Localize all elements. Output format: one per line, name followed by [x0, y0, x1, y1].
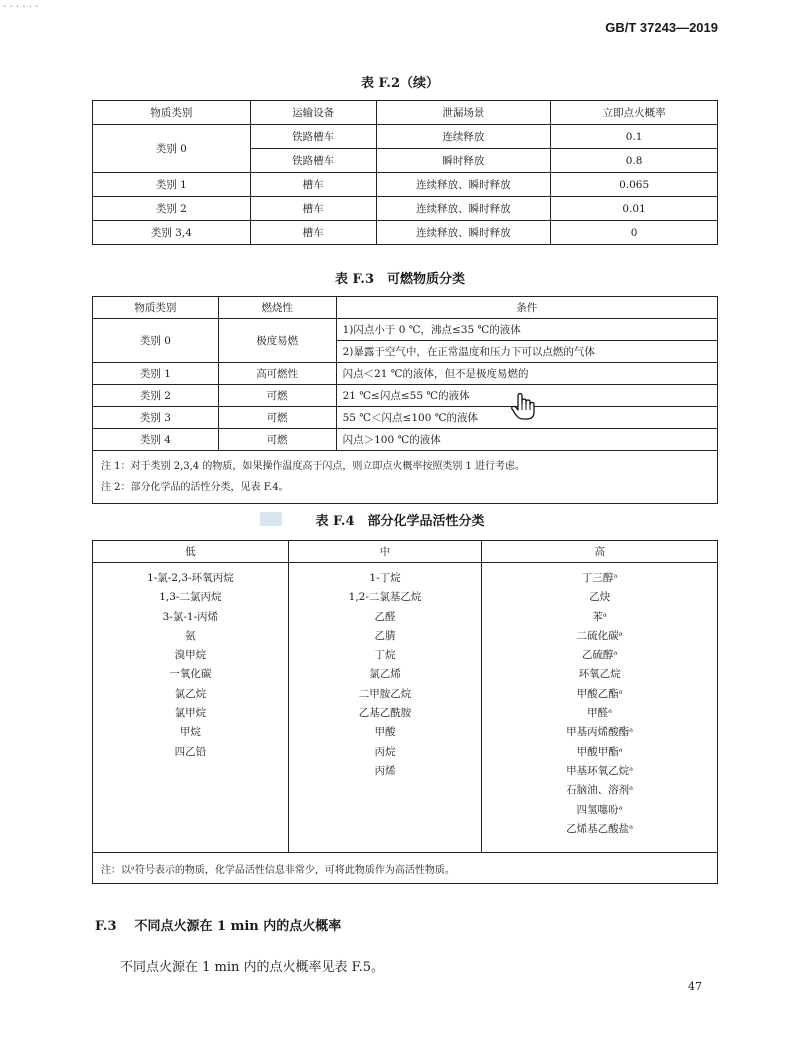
- equipment-cell: 铁路槽车: [250, 125, 376, 149]
- table-f3-caption: 表 F.3 可燃物质分类: [334, 272, 466, 287]
- list-item: 二硫化碳ᵃ: [576, 629, 623, 642]
- list-item: 丙烷: [374, 745, 396, 758]
- flammability-cell: 可燃: [218, 429, 336, 451]
- header-cell: 物质类别: [93, 297, 219, 319]
- list-item: 乙烯基乙酸盐ᵃ: [566, 822, 634, 835]
- category-cell: 类别 2: [93, 197, 251, 221]
- header-cell: 运输设备: [250, 101, 376, 125]
- probability-cell: 0.01: [551, 197, 718, 221]
- list-item: 1,2-二氯基乙烷: [348, 591, 422, 604]
- table-note-row: [93, 853, 718, 884]
- list-item: 1-丁烷: [369, 572, 401, 584]
- list-item: 氯乙烯: [369, 668, 401, 681]
- high-column: [482, 563, 718, 853]
- table-row: [93, 563, 718, 853]
- list-item: 一氧化碳: [169, 668, 212, 681]
- table-row: [93, 197, 718, 221]
- header-cell: 低: [93, 541, 289, 563]
- list-item: 四乙铅: [174, 745, 207, 758]
- table-header-row: [93, 297, 718, 319]
- equipment-cell: 槽车: [250, 221, 376, 245]
- table-f4-caption: 表 F.4 部分化学品活性分类: [315, 514, 485, 529]
- scenario-cell: 连续释放、瞬时释放: [376, 197, 551, 221]
- list-item: 1-氯-2,3-环氧丙烷: [147, 572, 234, 584]
- category-cell: 类别 2: [93, 385, 219, 407]
- list-item: 乙醛: [374, 610, 396, 623]
- table-row: [93, 319, 718, 341]
- list-item: 3-氯-1-丙烯: [162, 610, 219, 623]
- equipment-cell: 槽车: [250, 197, 376, 221]
- header-cell: 立即点火概率: [551, 101, 718, 125]
- header-cell: 泄漏场景: [376, 101, 551, 125]
- body-paragraph: 不同点火源在 1 min 内的点火概率见表 F.5。: [120, 960, 385, 975]
- list-item: 苯ᵃ: [592, 610, 607, 623]
- table-row: [93, 429, 718, 451]
- section-number: F.3: [95, 919, 117, 934]
- header-cell: 高: [482, 541, 718, 563]
- equipment-cell: 铁路槽车: [250, 149, 376, 173]
- table-note-row: [93, 451, 718, 504]
- probability-cell: 0.065: [551, 173, 718, 197]
- category-cell: 类别 0: [93, 125, 251, 173]
- list-item: 氯乙烷: [174, 687, 207, 700]
- list-item: 乙基乙酰胺: [358, 707, 412, 720]
- category-cell: 类别 4: [93, 429, 219, 451]
- list-item: 乙腈: [374, 629, 396, 642]
- table-note: 注：以ᵃ符号表示的物质，化学品活性信息非常少，可将此物质作为高活性物质。: [93, 853, 718, 884]
- list-item: 溴甲烷: [174, 649, 207, 662]
- section-heading: [95, 915, 359, 934]
- probability-cell: 0: [551, 221, 718, 245]
- scenario-cell: 瞬时释放: [376, 149, 551, 173]
- condition-cell: 2)暴露于空气中，在正常温度和压力下可以点燃的气体: [336, 341, 717, 363]
- condition-cell: 21 ℃≤闪点≤55 ℃的液体: [336, 385, 717, 407]
- table-f4: [92, 540, 718, 884]
- scenario-cell: 连续释放、瞬时释放: [376, 173, 551, 197]
- list-item: 甲酸甲酯ᵃ: [576, 745, 623, 758]
- list-item: 甲醛ᵃ: [587, 707, 613, 720]
- header-cell: 燃烧性: [218, 297, 336, 319]
- table-row: [93, 363, 718, 385]
- list-item: 甲酸: [374, 726, 396, 739]
- table-note: 注 2：部分化学品的活性分类，见表 F.4。: [101, 482, 289, 493]
- list-item: 1,3-二氯丙烷: [159, 591, 222, 604]
- header-cell: 条件: [336, 297, 717, 319]
- flammability-cell: 高可燃性: [218, 363, 336, 385]
- page-number: 47: [688, 980, 702, 993]
- standard-number: GB/T 37243—2019: [605, 20, 718, 35]
- list-item: 氨: [185, 629, 196, 642]
- probability-cell: 0.8: [551, 149, 718, 173]
- list-item: 丙烯: [374, 764, 396, 777]
- scan-dots: ......: [2, 0, 41, 10]
- category-cell: 类别 0: [93, 319, 219, 363]
- header-cell: 物质类别: [93, 101, 251, 125]
- category-cell: 类别 3,4: [93, 221, 251, 245]
- table-row: [93, 385, 718, 407]
- list-item: 环氧乙烷: [578, 668, 621, 681]
- list-item: 乙炔: [589, 591, 611, 604]
- list-item: 甲酸乙酯ᵃ: [576, 687, 623, 700]
- header-cell: 中: [288, 541, 482, 563]
- table-f2-caption: 表 F.2（续）: [360, 76, 440, 91]
- list-item: 氯甲烷: [174, 707, 207, 720]
- category-cell: 类别 1: [93, 363, 219, 385]
- table-f2: [92, 100, 718, 245]
- list-item: 乙硫醇ᵃ: [581, 649, 618, 662]
- table-row: [93, 407, 718, 429]
- list-item: 二甲胺乙烷: [358, 687, 412, 700]
- table-row: [93, 125, 718, 149]
- section-title: 不同点火源在 1 min 内的点火概率: [134, 919, 342, 934]
- probability-cell: 0.1: [551, 125, 718, 149]
- list-item: 四氢噻吩ᵃ: [576, 803, 623, 816]
- table-row: [93, 221, 718, 245]
- flammability-cell: 可燃: [218, 385, 336, 407]
- condition-cell: 55 ℃＜闪点≤100 ℃的液体: [336, 407, 717, 429]
- condition-cell: 1)闪点小于 0 ℃，沸点≤35 ℃的液体: [336, 319, 717, 341]
- category-cell: 类别 1: [93, 173, 251, 197]
- low-column: [93, 563, 289, 853]
- medium-column: [288, 563, 482, 853]
- table-note: 注 1：对于类别 2,3,4 的物质，如果操作温度高于闪点，则立即点火概率按照类别 1 进行考虑。: [101, 461, 526, 472]
- table-note-cell: [93, 451, 718, 504]
- equipment-cell: 槽车: [250, 173, 376, 197]
- scenario-cell: 连续释放、瞬时释放: [376, 221, 551, 245]
- category-cell: 类别 3: [93, 407, 219, 429]
- table-f3: [92, 296, 718, 504]
- condition-cell: 闪点＞100 ℃的液体: [336, 429, 717, 451]
- list-item: 甲烷: [179, 726, 201, 739]
- list-item: 甲基丙烯酸酯ᵃ: [566, 726, 634, 739]
- flammability-cell: 极度易燃: [218, 319, 336, 363]
- table-header-row: [93, 541, 718, 563]
- condition-cell: 闪点＜21 ℃的液体，但不是极度易燃的: [336, 363, 717, 385]
- table-header-row: [93, 101, 718, 125]
- flammability-cell: 可燃: [218, 407, 336, 429]
- hand-cursor-icon: [506, 388, 542, 424]
- list-item: 甲基环氧乙烷ᵃ: [566, 764, 634, 777]
- list-item: 丁烷: [374, 649, 396, 662]
- table-row: [93, 173, 718, 197]
- list-item: 石脑油、溶剂ᵃ: [566, 784, 634, 797]
- list-item: 丁三醇ᵃ: [581, 572, 618, 584]
- scenario-cell: 连续释放: [376, 125, 551, 149]
